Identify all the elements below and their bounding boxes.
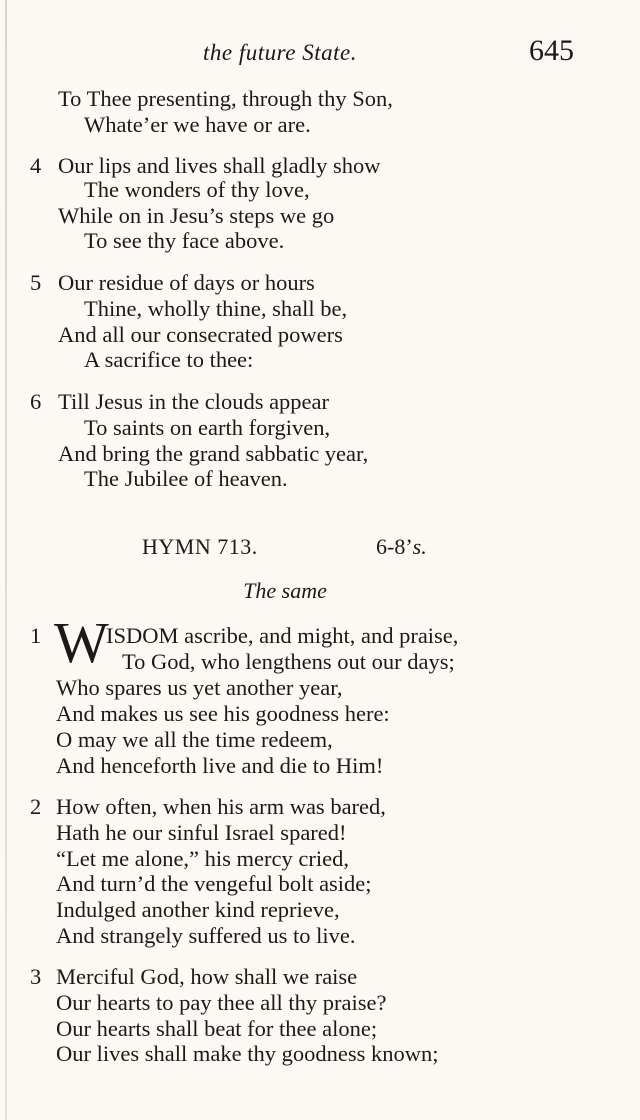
verse-line: O may we all the time redeem,: [56, 727, 333, 752]
verse-line: A sacrifice to thee:: [84, 347, 254, 372]
verse-line: “Let me alone,” his mercy cried,: [56, 846, 349, 871]
stanza-number: 5: [30, 270, 42, 295]
verse-line: Our hearts to pay thee all thy praise?: [56, 990, 387, 1015]
stanza-number: 2: [30, 794, 42, 819]
verse-line: To God, who lengthens out our days;: [122, 649, 455, 674]
verse-line: And henceforth live and die to Him!: [56, 753, 384, 778]
stanza-number: 1: [30, 623, 42, 648]
page-binding-edge: [5, 0, 7, 1120]
verse-line: Who spares us yet another year,: [56, 675, 343, 700]
meter-number: 6-8’: [376, 534, 413, 559]
verse-line: Our lips and lives shall gladly show: [58, 153, 381, 178]
verse-line: Our residue of days or hours: [58, 270, 315, 295]
verse-line: Our hearts shall beat for thee alone;: [56, 1016, 378, 1041]
verse-line: ISDOM ascribe, and might, and praise,: [106, 623, 459, 648]
page-number: 645: [529, 34, 574, 67]
verse-line: Hath he our sinful Israel spared!: [56, 820, 347, 845]
stanza-number: 3: [30, 964, 42, 989]
verse-line: Whate’er we have or are.: [84, 112, 311, 137]
verse-line: To see thy face above.: [84, 228, 285, 253]
verse-line: How often, when his arm was bared,: [56, 794, 386, 819]
hymn-subtitle: The same: [243, 578, 327, 603]
verse-line: And makes us see his goodness here:: [56, 701, 390, 726]
stanza-number: 6: [30, 389, 42, 414]
meter-suffix: s.: [412, 534, 427, 559]
verse-line: Till Jesus in the clouds appear: [58, 389, 330, 414]
stanza-number: 4: [30, 153, 42, 178]
verse-line: Thine, wholly thine, shall be,: [84, 296, 348, 321]
verse-line: And all our consecrated powers: [58, 322, 343, 347]
verse-line: Our lives shall make thy goodness known;: [56, 1041, 439, 1066]
verse-line: The wonders of thy love,: [84, 177, 310, 202]
verse-line: The Jubilee of heaven.: [84, 466, 288, 491]
verse-line: While on in Jesu’s steps we go: [58, 203, 335, 228]
hymn-heading: HYMN 713.: [142, 534, 258, 559]
running-header-title: the future State.: [203, 40, 357, 65]
hymn-meter: [376, 534, 427, 560]
verse-line: And turn’d the vengeful bolt aside;: [56, 871, 372, 896]
verse-line: Merciful God, how shall we raise: [56, 964, 358, 989]
verse-line: To Thee presenting, through thy Son,: [58, 86, 393, 111]
verse-line: And bring the grand sabbatic year,: [58, 441, 369, 466]
verse-line: To saints on earth forgiven,: [84, 415, 331, 440]
drop-cap: W: [54, 610, 109, 675]
verse-line: And strangely suffered us to live.: [56, 923, 356, 948]
verse-line: Indulged another kind reprieve,: [56, 897, 340, 922]
